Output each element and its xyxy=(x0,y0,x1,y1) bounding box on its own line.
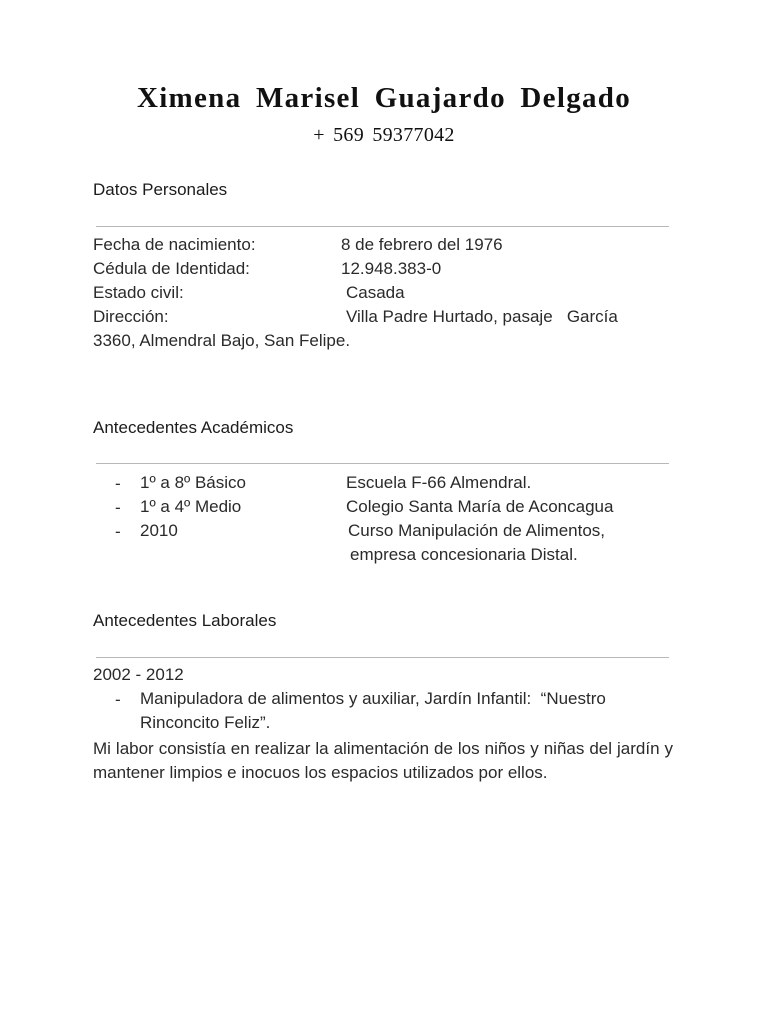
field-value-id: 12.948.383-0 xyxy=(341,259,442,278)
academic-detail: Curso Manipulación de Alimentos, xyxy=(348,521,606,540)
section-heading-work: Antecedentes Laborales xyxy=(93,611,277,630)
resume-name: Ximena Marisel Guajardo Delgado xyxy=(136,82,632,114)
academic-period: 2010 xyxy=(140,521,178,540)
section-heading-personal: Datos Personales xyxy=(93,180,228,199)
field-value-address: Villa Padre Hurtado, pasaje García xyxy=(346,307,618,326)
field-label-id: Cédula de Identidad: xyxy=(93,259,250,278)
academic-detail: Escuela F-66 Almendral. xyxy=(346,473,532,492)
field-value-civil-status: Casada xyxy=(346,283,405,302)
academic-period: 1º a 8º Básico xyxy=(140,473,246,492)
section-divider xyxy=(96,657,669,658)
section-divider xyxy=(96,463,669,464)
job-title-continuation: Rinconcito Feliz”. xyxy=(140,713,271,732)
academic-period: 1º a 4º Medio xyxy=(140,497,242,516)
field-value-address-continuation: 3360, Almendral Bajo, San Felipe. xyxy=(93,331,351,350)
field-value-birthdate: 8 de febrero del 1976 xyxy=(341,235,503,254)
job-title: Manipuladora de alimentos y auxiliar, Jardín Infantil: “Nuestro xyxy=(140,689,606,708)
job-description: Mi labor consistía en realizar la alimentación de los niños y niñas del jardín y mantener limpios e inocuos los espacios utilizados por ellos. xyxy=(93,739,673,782)
field-label-birthdate: Fecha de nacimiento: xyxy=(93,235,256,254)
list-bullet: - xyxy=(115,474,121,493)
academic-detail-continuation: empresa concesionaria Distal. xyxy=(350,545,578,564)
list-bullet: - xyxy=(115,498,121,517)
section-heading-academic: Antecedentes Académicos xyxy=(93,418,294,437)
section-divider xyxy=(96,226,669,227)
work-period: 2002 - 2012 xyxy=(93,665,184,684)
list-bullet: - xyxy=(115,522,121,541)
field-label-address: Dirección: xyxy=(93,307,169,326)
phone-number: + 569 59377042 xyxy=(313,124,455,146)
list-bullet: - xyxy=(115,690,121,709)
field-label-civil-status: Estado civil: xyxy=(93,283,184,302)
academic-detail: Colegio Santa María de Aconcagua xyxy=(346,497,614,516)
